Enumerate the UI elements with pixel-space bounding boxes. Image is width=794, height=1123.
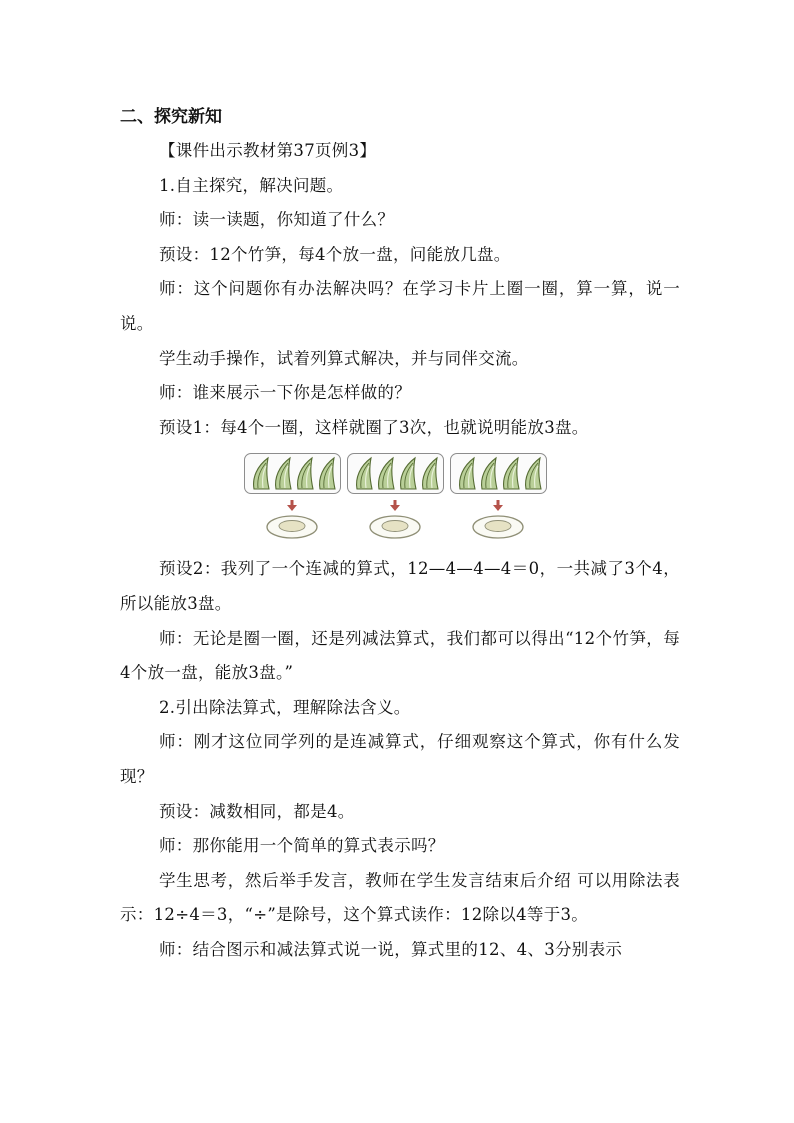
bamboo-shoot-icon xyxy=(320,458,335,489)
bamboo-shoot-icon xyxy=(504,458,519,489)
bamboo-shoot-icon xyxy=(401,458,416,489)
bamboo-shoot-icon xyxy=(526,458,541,489)
paragraph: 师：这个问题你有办法解决吗？在学习卡片上圈一圈，算一算，说一说。 xyxy=(120,279,680,333)
section-heading: 二、探究新知 xyxy=(120,107,222,127)
paragraph: 2.引出除法算式，理解除法含义。 xyxy=(159,697,411,717)
paragraph: 预设1：每4个一圈，这样就圈了3次，也就说明能放3盘。 xyxy=(159,417,589,437)
plate-icon xyxy=(265,514,319,540)
plate-icon xyxy=(471,514,525,540)
document-body xyxy=(120,100,680,967)
paragraph: 师：读一读题，你知道了什么？ xyxy=(159,210,395,230)
paragraph: 1.自主探究，解决问题。 xyxy=(159,175,344,195)
paragraph: 预设：12个竹笋，每4个放一盘，问能放几盘。 xyxy=(159,244,511,264)
bamboo-shoot-grouping-figure xyxy=(120,452,680,548)
paragraph: 师：谁来展示一下你是怎样做的？ xyxy=(159,383,411,403)
bamboo-shoot-icon xyxy=(460,458,475,489)
paragraph: 学生动手操作，试着列算式解决，并与同伴交流。 xyxy=(159,348,529,368)
down-arrow-icon xyxy=(390,500,400,512)
down-arrow-icon xyxy=(493,500,503,512)
shoot-group xyxy=(244,453,341,494)
plate-icon xyxy=(368,514,422,540)
bamboo-shoot-icon xyxy=(298,458,313,489)
shoot-group xyxy=(347,453,444,494)
bamboo-shoot-icon xyxy=(423,458,438,489)
paragraph: 预设2：我列了一个连减的算式，12—4—4—4＝0，一共减了3个4，所以能放3盘。 xyxy=(120,559,680,613)
paragraph: 师：刚才这位同学列的是连减算式，仔细观察这个算式，你有什么发现？ xyxy=(120,732,680,786)
bamboo-shoot-icon xyxy=(357,458,372,489)
paragraph: 【课件出示教材第37页例3】 xyxy=(159,141,377,160)
paragraph: 学生思考，然后举手发言，教师在学生发言结束后介绍 可以用除法表示：12÷4＝3，“÷”是除号，这个算式读作：12除以4等于3。 xyxy=(120,870,680,925)
paragraph: 师：那你能用一个简单的算式表示吗？ xyxy=(159,836,445,856)
bamboo-shoot-icon xyxy=(276,458,291,489)
bamboo-shoot-icon xyxy=(379,458,394,489)
down-arrow-icon xyxy=(287,500,297,512)
paragraph: 师：无论是圈一圈，还是列减法算式，我们都可以得出“12个竹笋，每4个放一盘，能放3盘。” xyxy=(120,628,680,683)
paragraph: 预设：减数相同，都是4。 xyxy=(159,801,355,821)
bamboo-shoot-icon xyxy=(482,458,497,489)
bamboo-shoot-icon xyxy=(254,458,269,489)
shoot-group xyxy=(450,453,547,494)
paragraph: 师：结合图示和减法算式说一说，算式里的12、4、3分别表示 xyxy=(159,939,623,959)
